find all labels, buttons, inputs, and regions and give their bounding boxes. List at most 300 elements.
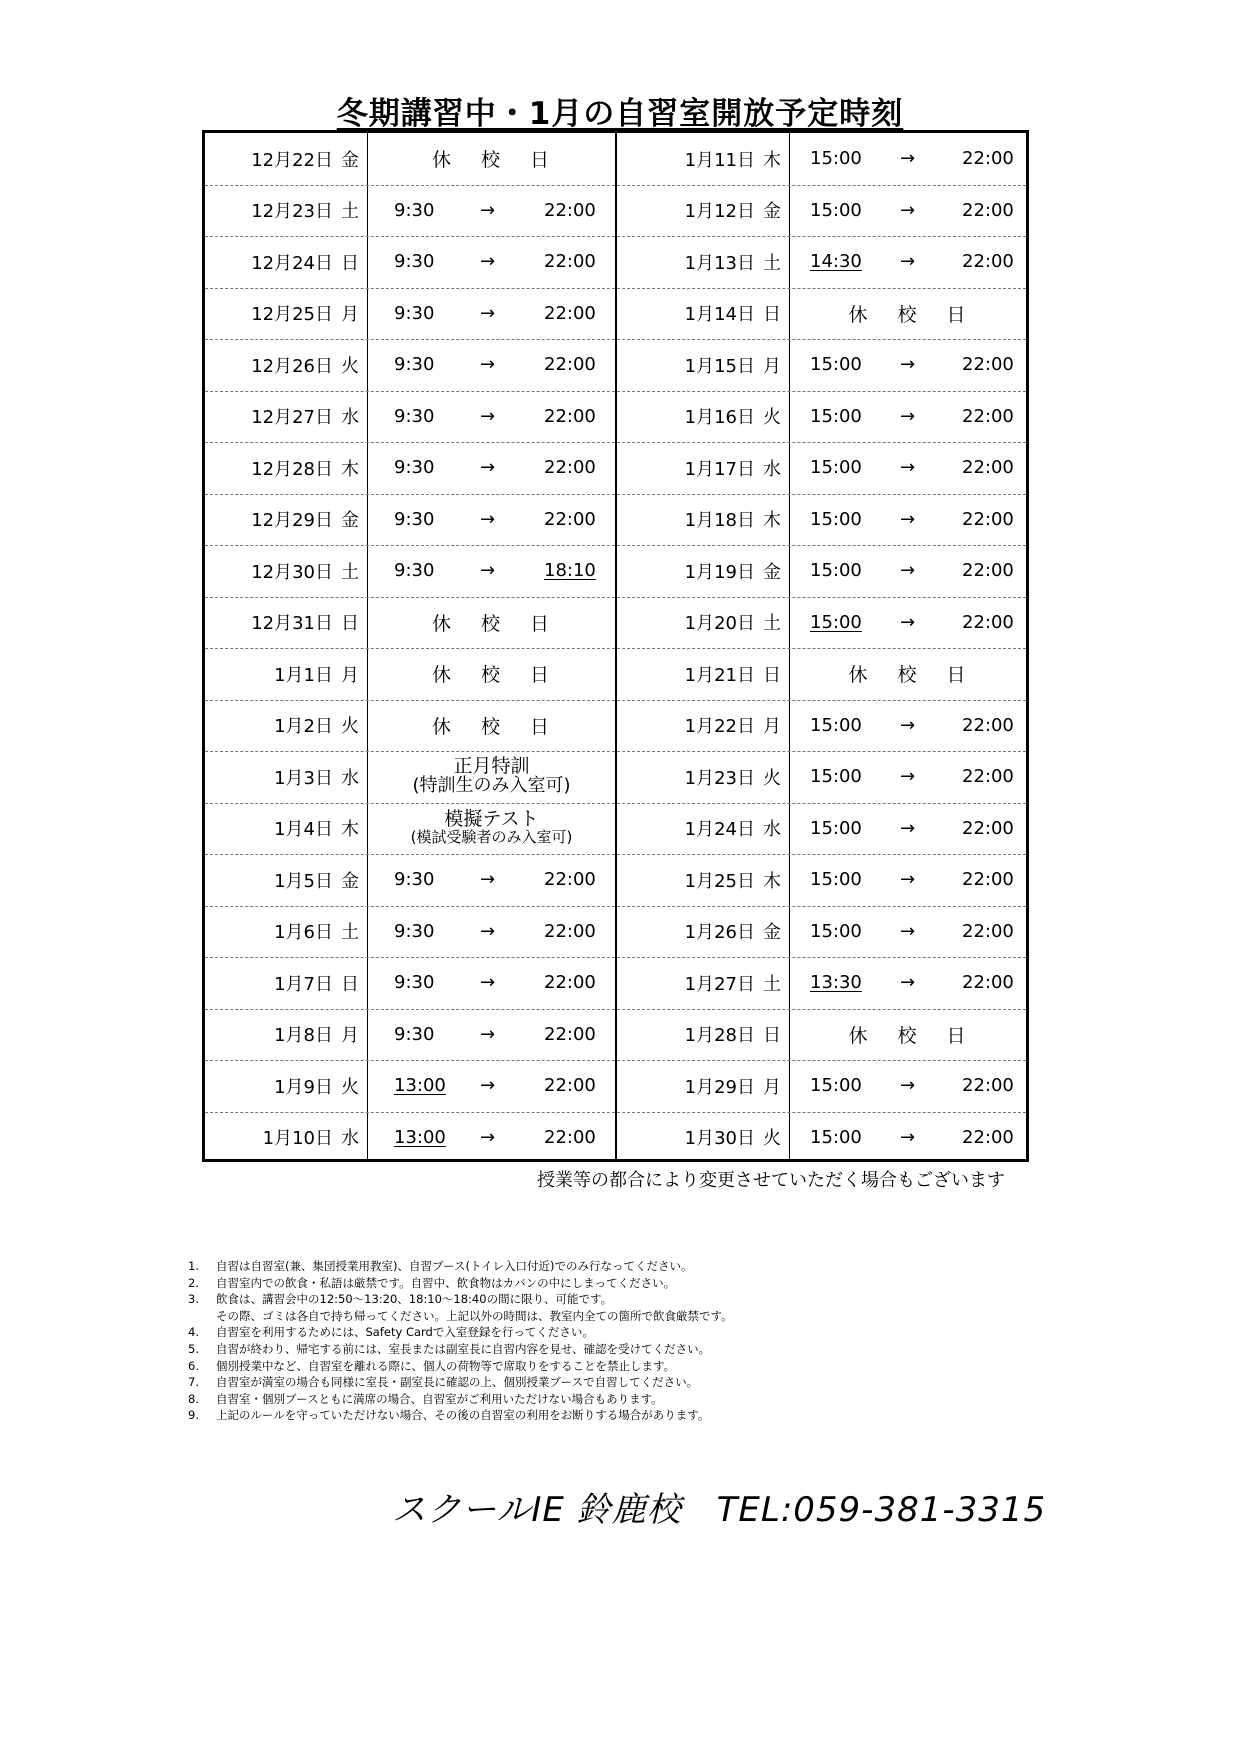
rule-text: 自習が終わり、帰宅する前には、室長または副室長に自習内容を見せ、確認を受けてください。: [216, 1341, 711, 1356]
open-time: 13:00: [394, 1126, 446, 1148]
close-time: 22:00: [962, 714, 1014, 736]
open-time: 9:30: [394, 354, 435, 376]
arrow-icon: →: [480, 1075, 496, 1097]
schedule-row: [205, 133, 615, 186]
row-weekday: 金: [763, 561, 781, 583]
row-weekday: 月: [341, 304, 359, 326]
closed-day-label: 休 校 日: [431, 664, 562, 687]
row-weekday: 木: [763, 510, 781, 532]
row-weekday: 月: [763, 1076, 781, 1098]
rule-item: [188, 1258, 1088, 1275]
row-weekday: 土: [341, 922, 359, 944]
schedule-row: [617, 339, 1026, 392]
row-weekday: 日: [763, 664, 781, 686]
schedule-row: [617, 1009, 1026, 1062]
schedule-row: [617, 288, 1026, 341]
row-weekday: 金: [763, 201, 781, 223]
schedule-row: [205, 339, 615, 392]
row-weekday: 土: [341, 201, 359, 223]
row-hours: [368, 185, 615, 237]
schedule-row: [617, 442, 1026, 495]
open-time: 9:30: [394, 560, 435, 582]
row-date: 1月20日: [684, 613, 755, 635]
arrow-icon: →: [900, 148, 916, 170]
row-weekday: 木: [341, 819, 359, 841]
schedule-row: [205, 957, 615, 1010]
row-hours: [368, 803, 615, 855]
open-time: 9:30: [394, 920, 435, 942]
row-weekday: 水: [341, 767, 359, 789]
row-weekday: 金: [341, 510, 359, 532]
arrow-icon: →: [480, 1023, 496, 1045]
row-weekday: 月: [341, 664, 359, 686]
row-date: 1月11日: [684, 149, 755, 171]
row-hours: [790, 391, 1026, 443]
row-date: 12月26日: [251, 355, 333, 377]
schedule-row: [205, 906, 615, 959]
arrow-icon: →: [900, 560, 916, 582]
closed-day-label: 休 校 日: [848, 1024, 978, 1047]
row-weekday: 日: [341, 613, 359, 635]
arrow-icon: →: [480, 354, 496, 376]
rule-text: 飲食は、講習会中の12:50～13:20、18:10～18:40の間に限り、可能です。: [216, 1292, 613, 1307]
rule-text: 自習室が満室の場合も同様に室長・副室長に確認の上、個別授業ブースで自習してください。: [216, 1375, 699, 1390]
row-date: 1月28日: [684, 1025, 755, 1047]
row-weekday: 金: [763, 922, 781, 944]
schedule-row: [617, 236, 1026, 289]
open-time: 15:00: [810, 817, 862, 839]
open-time: 13:00: [394, 1075, 446, 1097]
rule-item: [188, 1291, 1088, 1308]
schedule-row: [205, 803, 615, 856]
row-hours: [368, 700, 615, 752]
row-weekday: 火: [763, 1128, 781, 1150]
row-date: 1月14日: [684, 304, 755, 326]
arrow-icon: →: [480, 251, 496, 273]
arrow-icon: →: [480, 405, 496, 427]
schedule-row: [205, 1060, 615, 1113]
rule-text: 個別授業中など、自習室を離れる際に、個人の荷物等で席取りをすることを禁止します。: [216, 1358, 676, 1373]
page-title: 冬期講習中・1月の自習室開放予定時刻: [336, 96, 904, 132]
arrow-icon: →: [900, 199, 916, 221]
row-date: 1月2日: [274, 716, 333, 738]
open-time: 15:00: [810, 508, 862, 530]
close-time: 22:00: [962, 457, 1014, 479]
close-time: 22:00: [962, 199, 1014, 221]
arrow-icon: →: [900, 714, 916, 736]
close-time: 22:00: [544, 251, 596, 273]
special-event: [368, 803, 615, 855]
row-weekday: 金: [341, 870, 359, 892]
rule-number: 6.: [188, 1358, 199, 1373]
close-time: 22:00: [962, 920, 1014, 942]
row-date: 12月24日: [251, 252, 333, 274]
rule-number: 2.: [188, 1275, 199, 1290]
closed-day-label: 休 校 日: [431, 149, 562, 172]
row-weekday: 月: [763, 355, 781, 377]
open-time: 15:00: [810, 1126, 862, 1148]
schedule-row: [205, 494, 615, 547]
rule-item: [188, 1374, 1088, 1391]
row-hours: [368, 1060, 615, 1112]
arrow-icon: →: [900, 869, 916, 891]
open-time: 15:00: [810, 405, 862, 427]
row-hours: [368, 236, 615, 288]
row-weekday: 金: [341, 149, 359, 171]
row-date: 1月12日: [684, 201, 755, 223]
row-date: 1月24日: [684, 819, 755, 841]
row-date: 1月23日: [684, 767, 755, 789]
row-hours: [368, 391, 615, 443]
row-date: 1月15日: [684, 355, 755, 377]
open-time: 15:00: [810, 920, 862, 942]
row-hours: [368, 957, 615, 1009]
row-date: 1月16日: [684, 407, 755, 429]
schedule-table: [202, 130, 1029, 1162]
row-weekday: 木: [341, 458, 359, 480]
row-weekday: 水: [341, 1128, 359, 1150]
open-time: 15:00: [810, 354, 862, 376]
schedule-row: [617, 391, 1026, 444]
rule-text: 上記のルールを守っていただけない場合、その後の自習室の利用をお断りする場合があります。: [216, 1408, 710, 1423]
closed-day-label: 休 校 日: [431, 612, 562, 635]
arrow-icon: →: [900, 251, 916, 273]
schedule-row: [617, 648, 1026, 701]
arrow-icon: →: [480, 508, 496, 530]
special-event-note: (特訓生のみ入室可): [412, 775, 571, 797]
arrow-icon: →: [900, 611, 916, 633]
close-time: 22:00: [962, 817, 1014, 839]
special-event-title: 正月特訓: [453, 755, 530, 778]
schedule-row: [617, 751, 1026, 804]
row-date: 1月17日: [684, 458, 755, 480]
row-hours: [790, 288, 1026, 340]
row-hours: [790, 957, 1026, 1009]
schedule-row: [617, 803, 1026, 856]
row-weekday: 月: [341, 1025, 359, 1047]
rule-number: 5.: [188, 1341, 199, 1356]
row-hours: [368, 339, 615, 391]
close-time: 22:00: [962, 508, 1014, 530]
close-time: 22:00: [962, 611, 1014, 633]
schedule-row: [205, 700, 615, 753]
row-hours: [790, 751, 1026, 803]
row-date: 12月30日: [251, 561, 333, 583]
row-date: 1月19日: [684, 561, 755, 583]
row-weekday: 木: [763, 149, 781, 171]
open-time: 15:00: [810, 611, 862, 633]
row-weekday: 土: [763, 613, 781, 635]
row-weekday: 土: [341, 561, 359, 583]
row-hours: [368, 648, 615, 700]
row-date: 1月25日: [684, 870, 755, 892]
close-time: 22:00: [962, 354, 1014, 376]
row-hours: [368, 597, 615, 649]
row-hours: [368, 545, 615, 597]
row-weekday: 土: [763, 973, 781, 995]
row-hours: [790, 700, 1026, 752]
row-date: 1月7日: [274, 973, 333, 995]
row-date: 1月3日: [274, 767, 333, 789]
arrow-icon: →: [900, 457, 916, 479]
row-date: 12月23日: [251, 201, 333, 223]
schedule-row: [617, 957, 1026, 1010]
rule-number: 8.: [188, 1391, 199, 1406]
schedule-row: [205, 391, 615, 444]
open-time: 15:00: [810, 560, 862, 582]
special-event: [368, 751, 615, 803]
row-hours: [368, 442, 615, 494]
row-hours: [368, 854, 615, 906]
row-hours: [790, 442, 1026, 494]
rule-item: [188, 1341, 1088, 1358]
schedule-row: [617, 906, 1026, 959]
arrow-icon: →: [480, 560, 496, 582]
row-weekday: 火: [763, 767, 781, 789]
open-time: 13:30: [810, 972, 862, 994]
rule-text: その際、ゴミは各自で持ち帰ってください。上記以外の時間は、教室内全ての箇所で飲食厳禁です。: [216, 1308, 733, 1323]
row-hours: [790, 185, 1026, 237]
close-time: 22:00: [544, 457, 596, 479]
row-hours: [790, 854, 1026, 906]
close-time: 22:00: [962, 869, 1014, 891]
schedule-row: [205, 648, 615, 701]
row-hours: [790, 906, 1026, 958]
close-time: 22:00: [962, 148, 1014, 170]
row-weekday: 火: [763, 407, 781, 429]
row-hours: [368, 751, 615, 803]
rule-item: [188, 1391, 1088, 1408]
row-weekday: 火: [341, 716, 359, 738]
schedule-row: [205, 854, 615, 907]
row-date: 12月25日: [251, 304, 333, 326]
schedule-row: [617, 700, 1026, 753]
row-date: 1月22日: [684, 716, 755, 738]
open-time: 14:30: [810, 251, 862, 273]
schedule-row: [205, 236, 615, 289]
row-hours: [368, 288, 615, 340]
closed-day-label: 休 校 日: [848, 664, 978, 687]
row-hours: [368, 906, 615, 958]
row-weekday: 火: [341, 1076, 359, 1098]
row-weekday: 火: [341, 355, 359, 377]
schedule-row: [205, 185, 615, 238]
row-hours: [790, 494, 1026, 546]
row-hours: [790, 1060, 1026, 1112]
schedule-row: [617, 1112, 1026, 1164]
schedule-row: [617, 854, 1026, 907]
row-date: 1月9日: [274, 1076, 333, 1098]
schedule-row: [205, 442, 615, 495]
open-time: 9:30: [394, 199, 435, 221]
row-date: 1月4日: [274, 819, 333, 841]
closed-day-label: 休 校 日: [848, 303, 978, 326]
close-time: 22:00: [544, 405, 596, 427]
close-time: 22:00: [544, 920, 596, 942]
rule-number: 9.: [188, 1408, 199, 1423]
arrow-icon: →: [900, 1126, 916, 1148]
close-time: 22:00: [544, 972, 596, 994]
closed-day-label: 休 校 日: [431, 715, 562, 738]
arrow-icon: →: [900, 354, 916, 376]
open-time: 9:30: [394, 457, 435, 479]
close-time: 18:10: [544, 560, 596, 582]
close-time: 22:00: [962, 1126, 1014, 1148]
row-weekday: 土: [763, 252, 781, 274]
schedule-row: [205, 751, 615, 804]
row-weekday: 日: [341, 252, 359, 274]
row-date: 1月1日: [274, 664, 333, 686]
open-time: 9:30: [394, 508, 435, 530]
rule-item: [188, 1275, 1088, 1292]
row-hours: [790, 597, 1026, 649]
rule-number: 1.: [188, 1259, 199, 1273]
row-date: 1月18日: [684, 510, 755, 532]
arrow-icon: →: [480, 1126, 496, 1148]
close-time: 22:00: [544, 1075, 596, 1097]
school-contact: スクールIE 鈴鹿校 TEL:059-381-3315: [392, 1490, 1047, 1530]
row-date: 1月27日: [684, 973, 755, 995]
open-time: 15:00: [810, 199, 862, 221]
row-date: 1月26日: [684, 922, 755, 944]
row-date: 1月13日: [684, 252, 755, 274]
open-time: 15:00: [810, 869, 862, 891]
close-time: 22:00: [962, 1075, 1014, 1097]
row-date: 1月30日: [684, 1128, 755, 1150]
close-time: 22:00: [544, 1023, 596, 1045]
close-time: 22:00: [962, 560, 1014, 582]
close-time: 22:00: [962, 972, 1014, 994]
rule-item: [188, 1407, 1088, 1424]
row-date: 12月27日: [251, 407, 333, 429]
close-time: 22:00: [544, 869, 596, 891]
schedule-row: [617, 1060, 1026, 1113]
schedule-row: [205, 1009, 615, 1062]
schedule-column-right: [617, 133, 1026, 1159]
open-time: 15:00: [810, 457, 862, 479]
arrow-icon: →: [900, 972, 916, 994]
row-date: 12月29日: [251, 510, 333, 532]
row-hours: [790, 1112, 1026, 1164]
row-weekday: 月: [763, 716, 781, 738]
arrow-icon: →: [480, 199, 496, 221]
arrow-icon: →: [900, 817, 916, 839]
open-time: 15:00: [810, 1075, 862, 1097]
open-time: 9:30: [394, 972, 435, 994]
row-hours: [368, 133, 615, 185]
row-hours: [790, 339, 1026, 391]
row-date: 1月6日: [274, 922, 333, 944]
row-hours: [368, 1009, 615, 1061]
close-time: 22:00: [544, 199, 596, 221]
close-time: 22:00: [544, 1126, 596, 1148]
special-event-note: (模試受験者のみ入室可): [410, 828, 573, 847]
arrow-icon: →: [480, 920, 496, 942]
rule-number: 3.: [188, 1292, 199, 1307]
close-time: 22:00: [962, 251, 1014, 273]
row-weekday: 木: [763, 870, 781, 892]
row-weekday: 日: [763, 304, 781, 326]
schedule-column-left: [205, 133, 617, 1159]
rule-item: [188, 1308, 1088, 1325]
rule-text: 自習室を利用するためには、Safety Cardで入室登録を行ってください。: [216, 1325, 594, 1340]
schedule-row: [617, 494, 1026, 547]
row-weekday: 水: [763, 458, 781, 480]
schedule-row: [617, 545, 1026, 598]
schedule-row: [205, 545, 615, 598]
arrow-icon: →: [480, 869, 496, 891]
rule-item: [188, 1358, 1088, 1375]
schedule-row: [205, 1112, 615, 1164]
row-weekday: 日: [341, 973, 359, 995]
change-notice: 授業等の都合により変更させていただく場合もございます: [537, 1170, 1005, 1191]
row-hours: [368, 494, 615, 546]
rule-number: 4.: [188, 1325, 199, 1340]
row-date: 1月29日: [684, 1076, 755, 1098]
row-hours: [790, 545, 1026, 597]
row-weekday: 水: [341, 407, 359, 429]
open-time: 9:30: [394, 869, 435, 891]
arrow-icon: →: [480, 302, 496, 324]
row-date: 12月31日: [251, 613, 333, 635]
rule-number: 7.: [188, 1375, 199, 1390]
schedule-row: [617, 185, 1026, 238]
arrow-icon: →: [900, 508, 916, 530]
row-date: 1月10日: [262, 1128, 333, 1150]
schedule-row: [617, 597, 1026, 650]
rule-text: 自習は自習室(兼、集団授業用教室)、自習ブース(トイレ入口付近)でのみ行なってください。: [216, 1259, 693, 1273]
special-event-title: 模擬テスト: [444, 808, 539, 831]
open-time: 15:00: [810, 714, 862, 736]
row-hours: [790, 133, 1026, 185]
row-date: 12月28日: [251, 458, 333, 480]
arrow-icon: →: [900, 1075, 916, 1097]
open-time: 15:00: [810, 766, 862, 788]
close-time: 22:00: [544, 508, 596, 530]
row-weekday: 日: [763, 1025, 781, 1047]
rules-list: [188, 1258, 1088, 1424]
rule-item: [188, 1324, 1088, 1341]
row-weekday: 水: [763, 819, 781, 841]
arrow-icon: →: [900, 766, 916, 788]
row-hours: [790, 648, 1026, 700]
arrow-icon: →: [480, 972, 496, 994]
row-date: 1月8日: [274, 1025, 333, 1047]
close-time: 22:00: [544, 354, 596, 376]
arrow-icon: →: [900, 405, 916, 427]
arrow-icon: →: [900, 920, 916, 942]
row-hours: [790, 236, 1026, 288]
open-time: 15:00: [810, 148, 862, 170]
row-date: 12月22日: [251, 149, 333, 171]
row-date: 1月5日: [274, 870, 333, 892]
close-time: 22:00: [962, 766, 1014, 788]
close-time: 22:00: [962, 405, 1014, 427]
open-time: 9:30: [394, 251, 435, 273]
schedule-row: [205, 288, 615, 341]
schedule-row: [617, 133, 1026, 186]
open-time: 9:30: [394, 302, 435, 324]
schedule-row: [205, 597, 615, 650]
open-time: 9:30: [394, 1023, 435, 1045]
arrow-icon: →: [480, 457, 496, 479]
rule-text: 自習室内での飲食・私語は厳禁です。自習中、飲食物はカバンの中にしまってください。: [216, 1275, 676, 1290]
row-hours: [790, 1009, 1026, 1061]
row-hours: [368, 1112, 615, 1164]
close-time: 22:00: [544, 302, 596, 324]
rule-text: 自習室・個別ブースともに満席の場合、自習室がご利用いただけない場合もあります。: [216, 1391, 663, 1406]
open-time: 9:30: [394, 405, 435, 427]
